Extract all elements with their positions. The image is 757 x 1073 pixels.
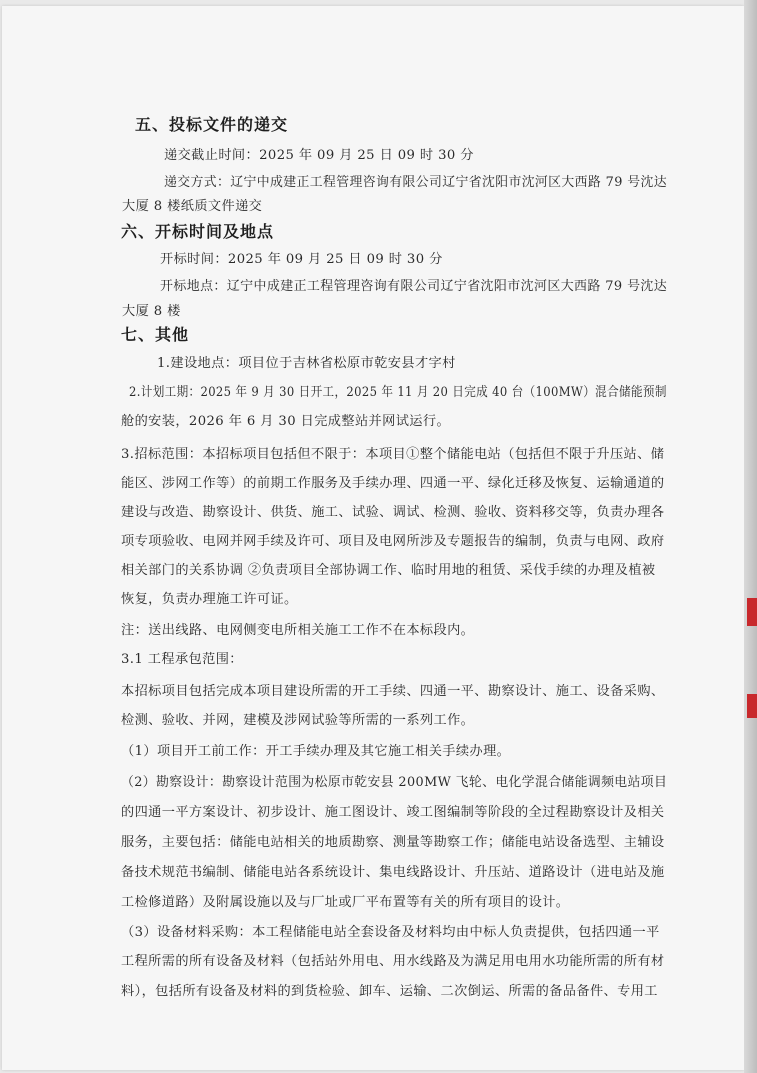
red-seal-fragment: [747, 694, 757, 718]
text-line: 递交方式：辽宁中成建正工程管理咨询有限公司辽宁省沈阳市沈河区大西路 79 号沈达: [164, 175, 668, 190]
page-edge-shadow: [744, 0, 757, 1073]
text-line: 检测、验收、并网，建模及涉网试验等所需的一系列工作。: [121, 713, 475, 728]
text-line: 备技术规范书编制、储能电站各系统设计、集电线路设计、升压站、道路设计（进电站及施: [121, 865, 665, 880]
text-line: 注：送出线路、电网侧变电所相关施工工作不在本标段内。: [121, 623, 475, 638]
text-line: 相关部门的关系协调 ②负责项目全部协调工作、临时用地的租赁、采伐手续的办理及植被: [121, 563, 656, 578]
text-line: 建设与改造、勘察设计、供货、施工、试验、调试、检测、验收、资料移交等，负责办理各: [121, 505, 665, 520]
text-line: 项专项验收、电网并网手续及许可、项目及电网所涉及专题报告的编制，负责与电网、政府: [121, 534, 665, 549]
section-heading-7: 七、其他: [121, 325, 190, 344]
text-line: 舱的安装，2026 年 6 月 30 日完成整站并网试运行。: [121, 414, 451, 429]
text-line: 3.1 工程承包范围：: [121, 652, 243, 667]
text-line: 大厦 8 楼: [122, 304, 181, 319]
section-heading-5: 五、投标文件的递交: [135, 115, 289, 134]
text-line: 料），包括所有设备及材料的到货检验、卸车、运输、二次倒运、所需的备品备件、专用工: [121, 984, 658, 999]
text-line: 工检修道路）及附属设施以及与厂址或厂平布置等有关的所有项目的设计。: [121, 895, 570, 910]
text-line: 恢复，负责办理施工许可证。: [121, 592, 298, 607]
text-line: 服务，主要包括：储能电站相关的地质勘察、测量等勘察工作；储能电站设备选型、主辅设: [121, 835, 665, 850]
text-line: 递交截止时间：2025 年 09 月 25 日 09 时 30 分: [164, 148, 474, 163]
text-line: 1.建设地点：项目位于吉林省松原市乾安县才字村: [157, 356, 456, 371]
document-page: [2, 6, 744, 1070]
text-line: （3）设备材料采购：本工程储能电站全套设备及材料均由中标人负责提供，包括四通一平: [121, 925, 660, 940]
text-line: 本招标项目包括完成本项目建设所需的开工手续、四通一平、勘察设计、施工、设备采购、: [121, 684, 665, 699]
text-line: 开标地点：辽宁中成建正工程管理咨询有限公司辽宁省沈阳市沈河区大西路 79 号沈达: [160, 279, 668, 294]
text-line: 大厦 8 楼纸质文件递交: [122, 199, 263, 214]
text-line: 的四通一平方案设计、初步设计、施工图设计、竣工图编制等阶段的全过程勘察设计及相关: [121, 805, 665, 820]
text-line: 开标时间：2025 年 09 月 25 日 09 时 30 分: [160, 252, 443, 267]
text-line: 3.招标范围：本招标项目包括但不限于：本项目①整个储能电站（包括但不限于升压站、储: [121, 447, 665, 462]
text-line: （2）勘察设计：勘察设计范围为松原市乾安县 200MW 飞轮、电化学混合储能调频电站项目: [121, 775, 668, 790]
text-line: 2.计划工期：2025 年 9 月 30 日开工，2025 年 11 月 20 日完成 40 台（100MW）混合储能预制: [129, 385, 667, 400]
text-line: 能区、涉网工作等）的前期工作服务及手续办理、四通一平、绿化迁移及恢复、运输通道的: [121, 476, 665, 491]
page-content: [2, 6, 744, 1070]
text-line: 工程所需的所有设备及材料（包括站外用电、用水线路及为满足用电用水功能所需的所有材: [121, 954, 665, 969]
red-seal-fragment: [747, 598, 757, 626]
section-heading-6: 六、开标时间及地点: [121, 222, 275, 241]
text-line: （1）项目开工前工作：开工手续办理及其它施工相关手续办理。: [121, 744, 511, 759]
